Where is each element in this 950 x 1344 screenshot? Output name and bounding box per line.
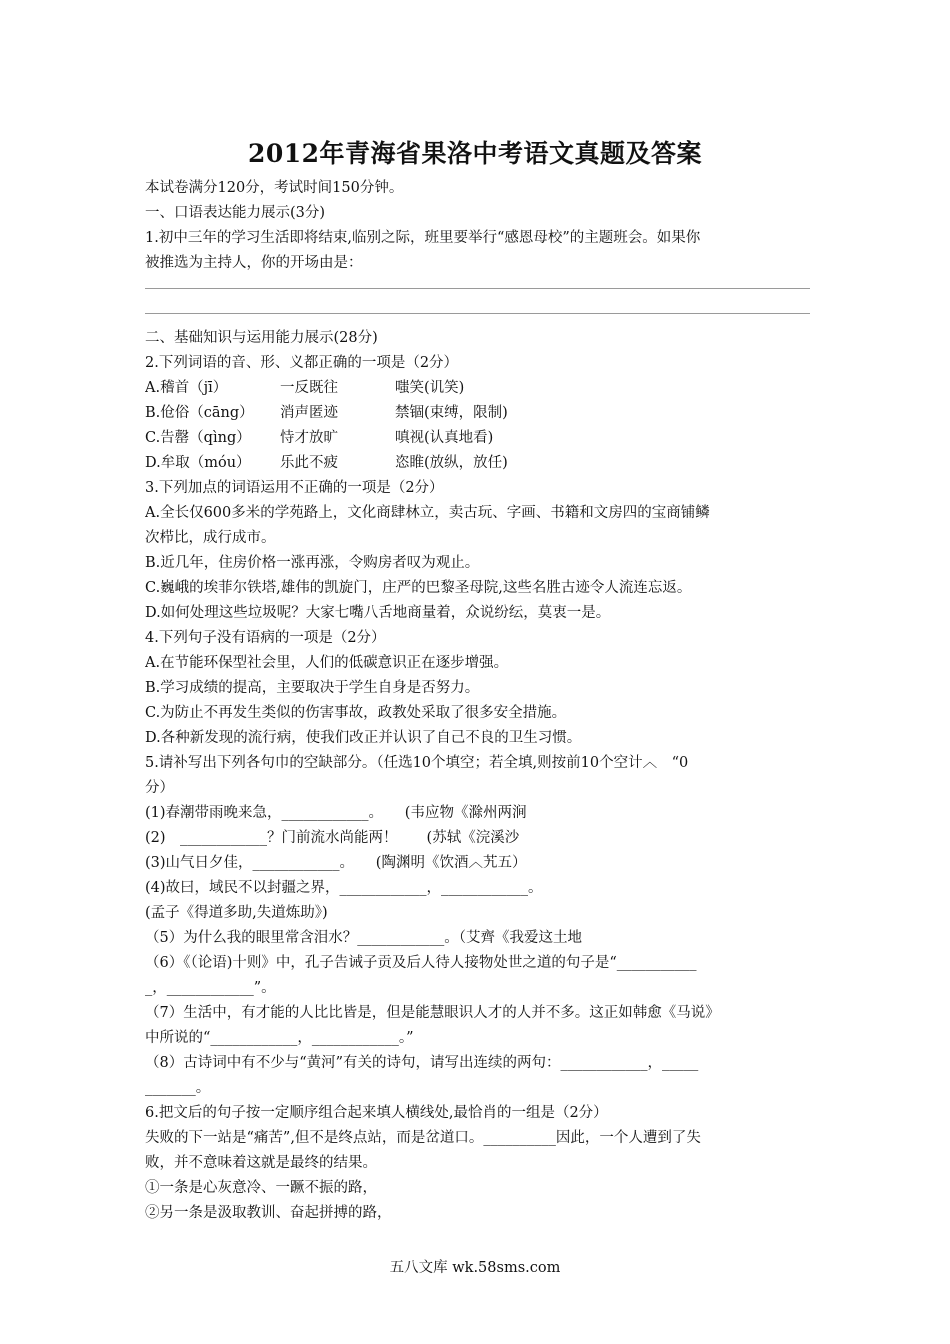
text-line: D.各种新发现的流行病，使我们改正并认识了自己不良的卫生习惯。 [145, 730, 582, 746]
document-body [145, 176, 810, 1226]
option-cell: 禁锢(束缚，限制) [395, 405, 508, 421]
text-line: 失败的下一站是“痛苦”,但不是终点站，而是岔道口。__________因此，一个人遭到了失 [145, 1130, 701, 1146]
footer-watermark: 五八文库 wk.58sms.com [389, 1260, 561, 1276]
text-line: C.为防止不再发生类似的伤害事故，政教处采取了很多安全措施。 [145, 705, 567, 721]
text-line: 中所说的“____________，____________。” [145, 1030, 414, 1046]
text-line: 6.把文后的句子按一定顺序组合起来填人横线处,最恰肖的一组是（2分） [145, 1105, 608, 1121]
text-line: (孟子《得道多助,失道炼助》) [145, 905, 328, 921]
option-cell: 恣睢(放纵，放任) [395, 455, 508, 471]
section-basic-knowledge-header [145, 326, 810, 376]
answer-line [145, 301, 810, 314]
option-cell: A.稽首（jī） [145, 380, 228, 396]
option-row [145, 401, 810, 426]
text-line: （8）古诗词中有不少与“黄河”有关的诗句，请写出连续的两句：____________，_____ [145, 1055, 699, 1071]
option-row [145, 376, 810, 401]
text-line: B.近几年，住房价格一涨再涨，令购房者叹为观止。 [145, 555, 480, 571]
document-title: 2012年青海省果洛中考语文真题及答案 [247, 139, 703, 168]
text-line: 分） [145, 780, 174, 796]
text-line: 本试卷满分120分，考试时间150分钟。 [145, 180, 404, 196]
option-cell: C.告罄（qìng） [145, 430, 251, 446]
option-cell: 一反既往 [280, 380, 338, 396]
option-cell: 恃才放旷 [280, 430, 338, 446]
text-line: 5.请补写出下列各句巾的空缺部分。（任选10个填空；若全填,则按前10个空计︿ “0 [145, 755, 689, 771]
option-cell: B.伧俗（cāng） [145, 405, 254, 421]
text-line: _，____________”。 [145, 980, 276, 996]
text-line: (4)故曰，域民不以封疆之界，____________，____________。 [145, 880, 543, 896]
text-line: B.学习成绩的提高，主要取决于学生自身是否努力。 [145, 680, 480, 696]
text-line: 2.下列词语的音、形、义都正确的一项是（2分） [145, 355, 459, 371]
text-line: ①一条是心灰意冷、一蹶不振的路， [145, 1180, 377, 1196]
text-line: D.如何处理这些垃圾呢？大家七嘴八舌地商量着，众说纷纭，莫衷一是。 [145, 605, 611, 621]
text-line: A.全长仅600多米的学苑路上，文化商肆林立，卖古玩、字画、书籍和文房四的宝商铺鳞 [145, 505, 710, 521]
option-row [145, 426, 810, 451]
text-line: （6）《（论语)十则》中，孔子告诫子贡及后人待人接物处世之道的句子是“___________ [145, 955, 697, 971]
text-line: （7）生活中，有才能的人比比皆是，但是能慧眼识人才的人并不多。这正如韩愈《马说》 [145, 1005, 720, 1021]
text-line: （5）为什么我的眼里常含泪水？____________。（艾齊《我爱这土地 [145, 930, 582, 946]
option-cell: 嗤笑(讥笑) [395, 380, 465, 396]
section-oral-expression [145, 176, 810, 276]
option-cell: 嗔视(认真地看) [395, 430, 494, 446]
questions-3-to-6 [145, 476, 810, 1226]
option-cell: 乐此不疲 [280, 455, 338, 471]
option-cell: D.牟取（móu） [145, 455, 251, 471]
question-2-options [145, 376, 810, 476]
answer-line [145, 276, 810, 289]
text-line: 二、基础知识与运用能力展示(28分) [145, 330, 378, 346]
text-line: 1.初中三年的学习生活即将结束,临别之际，班里要举行“感恩母校”的主题班会。如果你 [145, 230, 701, 246]
text-line: 被推选为主持人，你的开场由是： [145, 255, 363, 271]
text-line: _______。 [145, 1080, 211, 1096]
text-line: ②另一条是汲取教训、奋起拼搏的路， [145, 1205, 392, 1221]
text-line: C.巍峨的埃菲尔铁塔,雄伟的凯旋门，庄严的巴黎圣母院,这些名胜古迹令人流连忘返。 [145, 580, 692, 596]
text-line: 3.下列加点的词语运用不正确的一项是（2分） [145, 480, 444, 496]
text-line: 败，并不意味着这就是最终的结果。 [145, 1155, 377, 1171]
text-line: 一、口语表达能力展示(3分) [145, 205, 326, 221]
text-line: A.在节能环保型社会里，人们的低碳意识正在逐步增强。 [145, 655, 509, 671]
text-line: (1)春潮带雨晚来急，____________。 (韦应物《滁州两涧 [145, 805, 527, 821]
text-line: (3)山气日夕佳，____________。 (陶渊明《饮酒︿艽五） [145, 855, 527, 871]
option-cell: 消声匿迹 [280, 405, 338, 421]
text-line: (2) ____________？门前流水尚能两！ (苏轼《浣溪沙 [145, 830, 520, 846]
option-row [145, 451, 810, 476]
text-line: 次栉比，成行成市。 [145, 530, 276, 546]
text-line: 4.下列句子没有语病的一项是（2分） [145, 630, 386, 646]
